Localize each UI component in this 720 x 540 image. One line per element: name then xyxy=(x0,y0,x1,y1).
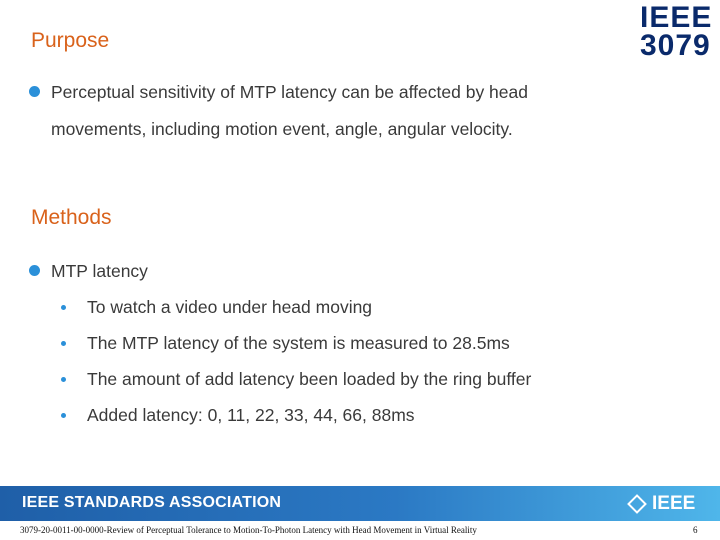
ieee-brand-logo xyxy=(630,492,695,516)
methods-sub-bullet-3: The amount of add latency been loaded by the ring buffer xyxy=(87,369,532,389)
methods-sub-bullet-4: Added latency: 0, 11, 22, 33, 44, 66, 88ms xyxy=(87,405,415,425)
methods-heading: Methods xyxy=(31,206,112,229)
sub-bullet-dot-icon xyxy=(61,305,66,310)
page-number: 6 xyxy=(693,525,698,535)
ieee-brand-text: IEEE xyxy=(652,493,696,514)
ieee-diamond-icon xyxy=(627,494,647,514)
bullet-dot-icon xyxy=(29,265,40,276)
methods-sub-bullet-2: The MTP latency of the system is measured to 28.5ms xyxy=(87,333,510,353)
methods-main-bullet: MTP latency xyxy=(51,261,148,281)
purpose-text-line2: movements, including motion event, angle, angular velocity. xyxy=(51,119,513,139)
sub-bullet-dot-icon xyxy=(61,413,66,418)
document-identifier: 3079-20-0011-00-0000-Review of Perceptual Tolerance to Motion-To-Photon Latency with Head Movement in Virtual Reality xyxy=(20,525,477,535)
bullet-dot-icon xyxy=(29,86,40,97)
purpose-text-line1: Perceptual sensitivity of MTP latency can be affected by head xyxy=(51,82,528,102)
methods-sub-bullet-1: To watch a video under head moving xyxy=(87,297,373,317)
logo-line-3079: 3079 xyxy=(640,29,711,62)
ieee-standards-association-label: IEEE STANDARDS ASSOCIATION xyxy=(22,494,282,511)
sub-bullet-dot-icon xyxy=(61,377,66,382)
footer-bar xyxy=(0,486,720,521)
sub-bullet-dot-icon xyxy=(61,341,66,346)
logo-line-ieee: IEEE xyxy=(640,1,713,34)
ieee-3079-logo xyxy=(640,1,713,62)
purpose-heading: Purpose xyxy=(31,29,110,52)
